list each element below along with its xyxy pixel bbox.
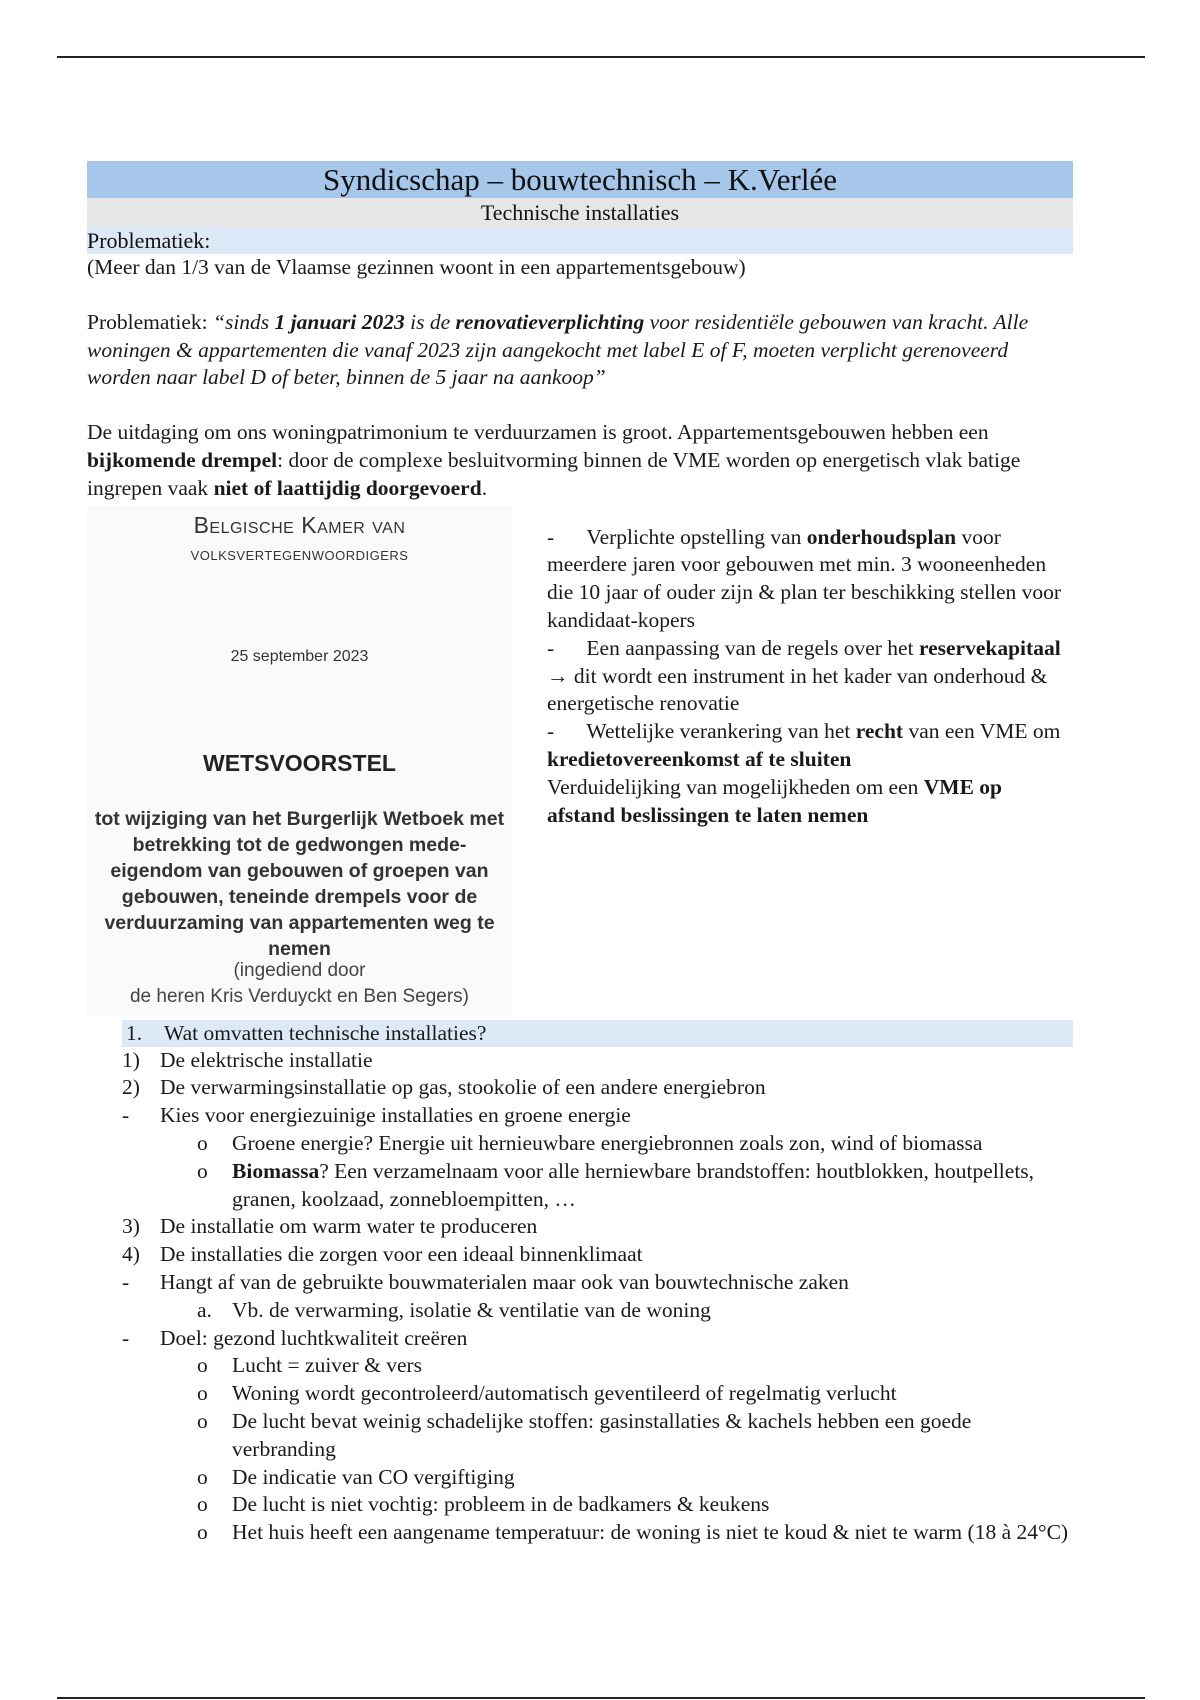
kamer-line2: volksvertegenwoordigers [190, 543, 409, 564]
list-item: o Woning wordt gecontroleerd/automatisch geventileerd of regelmatig verlucht [197, 1381, 897, 1406]
section-heading-problematiek: Problematiek: [87, 227, 1073, 254]
list-item: o Lucht = zuiver & vers [197, 1353, 423, 1378]
list-item: o Het huis heeft een aangename temperatuur: de woning is niet te koud & niet te warm (18 à 24°C) [197, 1520, 1069, 1545]
quote-label: Problematiek: [87, 309, 213, 334]
summary-item: Verduidelijking van mogelijkheden om een VME op afstand beslissingen te laten nemen [547, 774, 1003, 827]
intro-paragraph: (Meer dan 1/3 van de Vlaamse gezinnen woont in een appartementsgebouw) [87, 255, 746, 279]
list-item: o De indicatie van CO vergiftiging [197, 1464, 515, 1489]
list-item: 3) De installatie om warm water te produceren [122, 1214, 538, 1239]
document-subtitle: Technische installaties [87, 198, 1073, 227]
list-item: o Groene energie? Energie uit hernieuwbare energiebronnen zoals zon, wind of biomassa [197, 1130, 983, 1155]
bottom-rule [57, 1697, 1145, 1699]
renovation-quote: Problematiek: “sinds 1 januari 2023 is de renovatieverplichting voor residentiële gebouwen van kracht. Alle woningen & appartementen die vanaf 2023 zijn aangekocht met label E of F, moeten verplicht gerenoveerd worden naar label D of beter, binnen de 5 jaar na aankoop” [87, 309, 1029, 390]
list-item: - Kies voor energiezuinige installaties en groene energie [122, 1103, 631, 1128]
wetsvoorstel-date: 25 september 2023 [230, 647, 369, 665]
top-rule [57, 56, 1145, 58]
wetsvoorstel-cover-image [87, 506, 512, 1016]
list-item: o De lucht bevat weinig schadelijke stoffen: gasinstallaties & kachels hebben een goede verbranding [197, 1408, 972, 1461]
list-item: 2) De verwarmingsinstallatie op gas, stookolie of een andere energiebron [122, 1075, 766, 1100]
section-heading-technische-installaties: 1. Wat omvatten technische installaties? [122, 1020, 1073, 1047]
list-item: o Biomassa? Een verzamelnaam voor alle herniewbare brandstoffen: houtblokken, houtpellets, granen, koolzaad, zonnebloempitten, … [197, 1158, 1035, 1211]
challenge-paragraph: De uitdaging om ons woningpatrimonium te verduurzamen is groot. Appartementsgebouwen hebben een bijkomende drempel: door de complexe besluitvorming binnen de VME worden op energetisch vlak batige ingrepen vaak niet of laattijdig doorgevoerd. [87, 420, 1021, 500]
summary-item: - Verplichte opstelling van onderhoudsplan voor meerdere jaren voor gebouwen met min. 3 wooneenheden die 10 jaar of ouder zijn & plan ter beschikking stellen voor kandidaat-kopers [547, 524, 1062, 632]
wetsvoorstel-summary [547, 524, 1073, 830]
list-item: o De lucht is niet vochtig: probleem in de badkamers & keukens [197, 1492, 770, 1517]
list-item: 4) De installaties die zorgen voor een ideaal binnenklimaat [122, 1242, 643, 1267]
list-item: a. Vb. de verwarming, isolatie & ventilatie van de woning [197, 1297, 711, 1322]
document-page [87, 161, 1073, 1547]
wetsvoorstel-heading: WETSVOORSTEL [203, 749, 396, 776]
wetsvoorstel-description: tot wijziging van het Burgerlijk Wetboek met betrekking tot de gedwongen mede-eigendom van gebouwen of groepen van gebouwen, teneinde drempels voor de verduurzaming van appartementen weg te nemen [94, 807, 505, 960]
wetsvoorstel-submitters: (ingediend door de heren Kris Verduyckt en Ben Segers) [129, 959, 470, 1007]
two-column-block [87, 506, 1073, 1016]
summary-item: - Een aanpassing van de regels over het reservekapitaal → dit wordt een instrument in het kader van onderhoud & energetische renovatie [547, 635, 1061, 716]
list-item: 1) De elektrische installatie [122, 1047, 373, 1072]
list-item: - Hangt af van de gebruikte bouwmaterialen maar ook van bouwtechnische zaken [122, 1269, 849, 1294]
list-item: - Doel: gezond luchtkwaliteit creëren [122, 1325, 468, 1350]
document-title: Syndicschap – bouwtechnisch – K.Verlée [87, 161, 1073, 198]
kamer-line1: Belgische Kamer van [193, 511, 406, 538]
summary-item: - Wettelijke verankering van het recht van een VME om kredietovereenkomst af te sluiten [547, 719, 1061, 771]
